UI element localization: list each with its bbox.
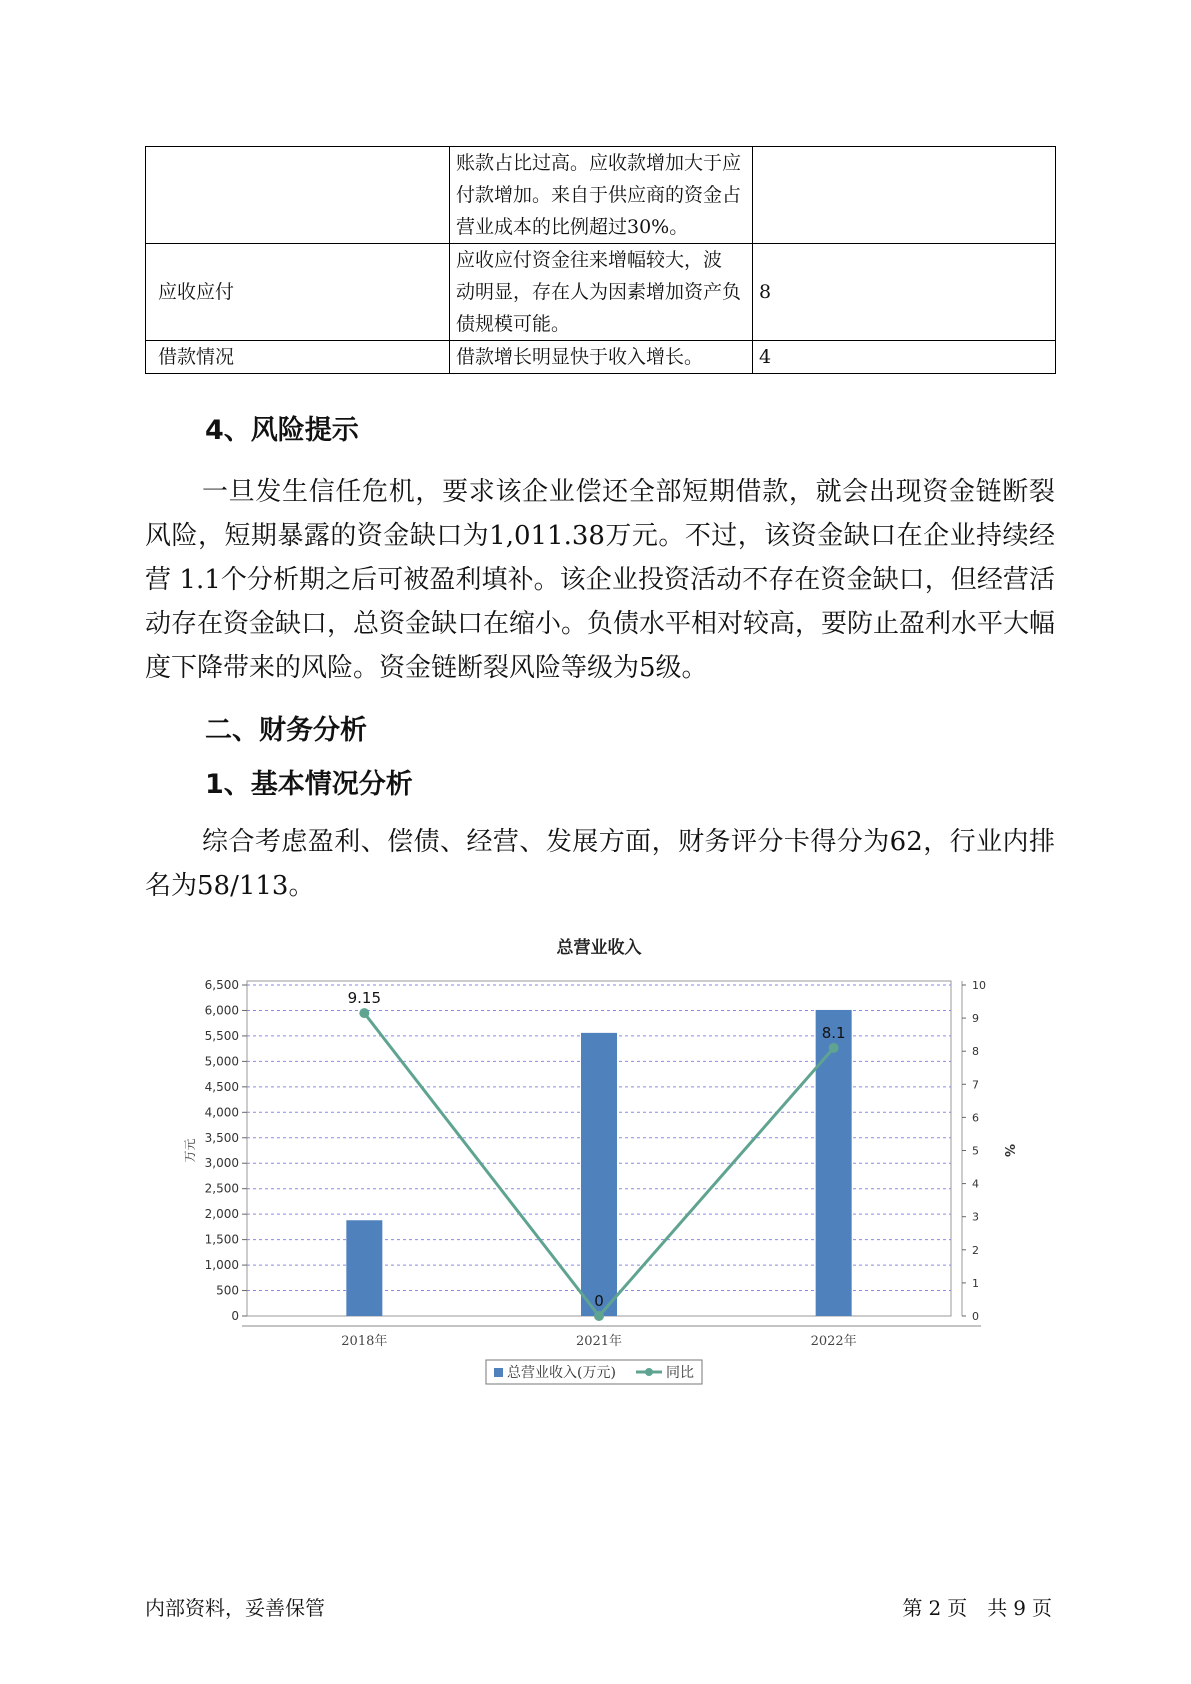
y-tick-label: 6,000 <box>204 1003 239 1018</box>
cell-line: 账款占比过高。应收款增加大于应 <box>456 152 742 174</box>
page-total: 9 <box>1013 1596 1026 1620</box>
y2-tick-label: 9 <box>972 1012 979 1026</box>
y2-tick-label: 0 <box>972 1310 979 1323</box>
cell-line: 借款增长明显快于收入增长。 <box>456 346 704 368</box>
line-point <box>829 1043 839 1053</box>
line-point <box>594 1311 604 1321</box>
y2-tick-label: 1 <box>972 1276 979 1290</box>
table-row <box>146 147 1056 244</box>
bar <box>581 1033 617 1316</box>
table-row <box>146 244 1056 341</box>
y-tick-label: 2,500 <box>204 1181 239 1196</box>
data-label: 0 <box>594 1292 604 1310</box>
page-prefix: 第 <box>902 1596 923 1620</box>
y-axis-label: 万元 <box>183 1138 197 1163</box>
section-heading-basic: 1、基本情况分析 <box>205 769 413 800</box>
page-number <box>900 1592 1055 1621</box>
y2-tick-label: 6 <box>972 1111 979 1125</box>
cell-line: 付款增加。来自于供应商的资金占 <box>456 184 742 206</box>
data-label: 9.15 <box>347 989 382 1008</box>
section-heading-risk: 4、风险提示 <box>205 415 359 446</box>
data-label: 8.1 <box>821 1023 846 1042</box>
y2-axis-label: % <box>1001 1143 1016 1158</box>
legend-label-line: 同比 <box>666 1365 694 1381</box>
y-tick-label: 5,000 <box>204 1054 239 1069</box>
y-tick-label: 3,500 <box>204 1130 239 1145</box>
table-cell <box>450 341 753 374</box>
y2-tick-label: 7 <box>972 1078 979 1092</box>
basic-paragraph: 综合考虑盈利、偿债、经营、发展方面，财务评分卡得分为62，行业内排名为58/113。 <box>145 827 1055 901</box>
y2-tick-label: 3 <box>972 1210 979 1224</box>
y-tick-label: 2,000 <box>204 1207 239 1222</box>
y2-tick-label: 4 <box>972 1177 979 1191</box>
legend-swatch-marker <box>645 1368 653 1376</box>
section-heading-finance: 二、财务分析 <box>205 715 367 746</box>
y-tick-label: 0 <box>231 1309 239 1323</box>
x-tick-label: 2022年 <box>810 1334 857 1349</box>
y-tick-label: 1,500 <box>204 1232 239 1247</box>
table-cell <box>146 147 450 244</box>
chart-title: 总营业收入 <box>556 938 642 958</box>
table-cell <box>450 147 753 244</box>
y2-tick-label: 10 <box>972 979 986 992</box>
y-tick-label: 4,000 <box>204 1105 239 1120</box>
y2-tick-label: 2 <box>972 1243 979 1257</box>
legend-swatch-bar <box>494 1368 503 1377</box>
footer-note: 内部资料，妥善保管 <box>145 1596 325 1620</box>
y-tick-label: 500 <box>216 1283 239 1298</box>
table-row <box>146 341 1056 374</box>
cell-line: 债规模可能。 <box>456 313 571 335</box>
page-mid: 页 共 <box>947 1596 1008 1620</box>
table-cell: 应收应付 <box>146 244 450 341</box>
revenue-chart <box>180 935 1040 1415</box>
y-tick-label: 5,500 <box>204 1028 239 1043</box>
cell-line: 动明显，存在人为因素增加资产负 <box>456 281 742 303</box>
y-tick-label: 1,000 <box>204 1258 239 1273</box>
y2-tick-label: 5 <box>972 1144 979 1158</box>
y-tick-label: 3,000 <box>204 1156 239 1171</box>
y-tick-label: 6,500 <box>204 978 239 992</box>
risk-table <box>145 146 1056 374</box>
table-cell <box>753 147 1056 244</box>
cell-line: 应收应付资金往来增幅较大，波 <box>456 249 723 271</box>
page-current: 2 <box>928 1596 942 1620</box>
x-tick-label: 2021年 <box>575 1334 623 1349</box>
bar <box>816 1010 852 1316</box>
risk-paragraph: 一旦发生信任危机，要求该企业偿还全部短期借款，就会出现资金链断裂风险，短期暴露的资金缺口为1,011.38万元。不过，该资金缺口在企业持续经营 1.1个分析期之后可被盈利填补。该企业投资活动不存在资金缺口，但经营活动存在资金缺口，总资金缺口在缩小。负债水平相对较高，要防止盈利水平大幅度下降带来的风险。资金链断裂风险等级为5级。 <box>145 477 1056 683</box>
y-tick-label: 4,500 <box>204 1079 239 1094</box>
page-suffix: 页 <box>1032 1596 1052 1620</box>
bar <box>346 1220 382 1316</box>
cell-line: 营业成本的比例超过30%。 <box>456 216 689 238</box>
x-tick-label: 2018年 <box>341 1334 388 1349</box>
table-cell: 4 <box>753 341 1056 374</box>
revenue-chart-svg <box>180 935 1040 1415</box>
table-cell: 8 <box>753 244 1056 341</box>
line-point <box>359 1008 369 1018</box>
table-cell: 借款情况 <box>146 341 450 374</box>
y2-tick-label: 8 <box>972 1045 979 1059</box>
legend-label-bar: 总营业收入(万元) <box>507 1365 616 1381</box>
table-cell <box>450 244 753 341</box>
